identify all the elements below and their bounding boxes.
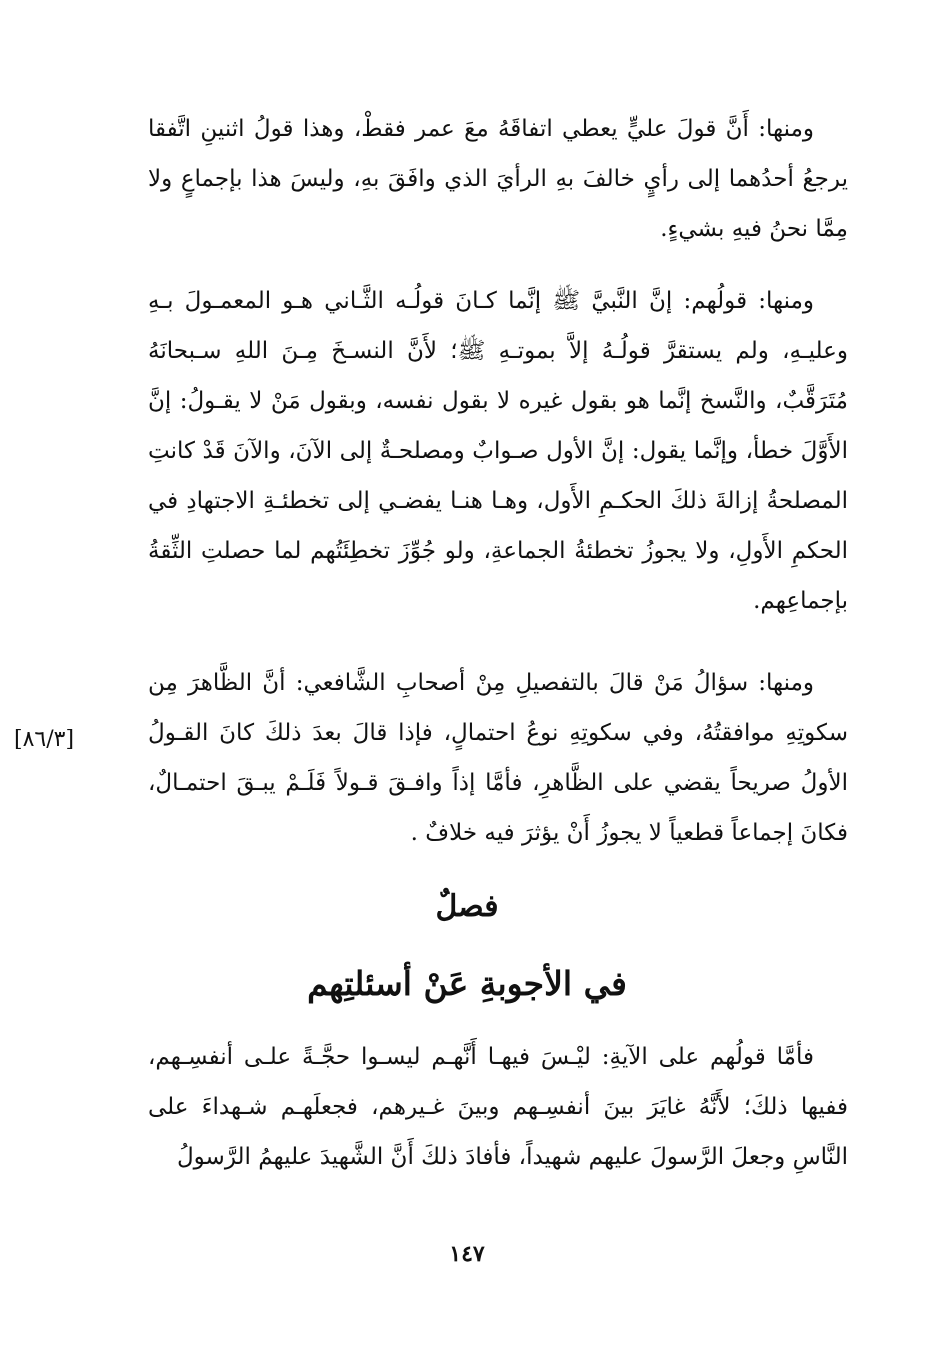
margin-reference: [٨٦/٣]	[14, 727, 75, 752]
paragraph-2-block	[148, 276, 848, 626]
paragraph-4-block	[148, 1032, 848, 1182]
section-title: في الأجوبةِ عَنْ أسئلتِهم	[307, 964, 627, 1003]
paragraph-4: فأمَّا قولُهم على الآيةِ: ليْـسَ فيهـا أَنَّهـم ليسـوا حجَّـةً علـى أنفسِـهم، ففيها ذلكَ؛ لأَنَّهُ غايَرَ بينَ أنفسِـهم وبينَ غـيرهم، فجعلَهـم شـهداءَ على النَّاسِ وجعلَ الرَّسولَ عليهم شهيداً، فأفادَ ذلكَ أَنَّ الشَّهيدَ عليهمُ الرَّسولُ	[148, 1044, 848, 1170]
page-number: ١٤٧	[449, 1241, 485, 1267]
paragraph-3: ومنها: سؤالُ مَنْ قالَ بالتفصيلِ مِنْ أصحابِ الشَّافعي: أنَّ الظَّاهرَ مِن سكوتِهِ موافقتُهُ، وفي سكوتِهِ نوعُ احتمالٍ، فإذا قالَ بعدَ ذلكَ كانَ القـولُ الأولُ صريحاً يقضي على الظَّاهرِ، فأمَّا إذاً وافـقَ قـولاً فَلَـمْ يبـقَ احتمـالٌ، فكانَ إجماعاً قطعياً لا يجوزُ أَنْ يؤثرَ فيه خلافٌ .	[148, 670, 848, 846]
section-heading: فصلٌ	[435, 889, 499, 924]
paragraph-1: ومنها: أَنَّ قولَ عليٍّ يعطي اتفاقَهُ معَ عمر فقطْ، وهذا قولُ اثنينِ اتَّفقا يرجعُ أحدُهما إلى رأيٍ خالفَ بهِ الرأيَ الذي وافَقَ بهِ، وليسَ هذا بإجماعٍ ولا مِمَّا نحنُ فيهِ بشيءٍ.	[148, 116, 848, 242]
paragraph-2: ومنها: قولُهم: إنَّ النَّبيَّ ﷺ إنَّما كـانَ قولُـه الثَّـاني هـو المعمـولَ بـهِ وعليـهِ، ولم يستقرَّ قولُـهُ إلاَّ بموتـهِ ﷺ؛ لأَنَّ النسـخَ مِـنَ اللهِ سـبحانَهُ مُتَرَقَّبٌ، والنَّسخ إنَّما هو بقول غيره لا بقول نفسه، وبقول مَنْ لا يقـولُ: إنَّ الأَوَّلَ خطأ، وإنَّما يقول: إنَّ الأول صـوابٌ ومصلحـةٌ إلى الآنَ، والآنَ قَدْ كانتِ المصلحةُ إزالةَ ذلكَ الحكـمِ الأَول، وهـا هنـا يفضـي إلى تخطئـةِ الاجتهادِ في الحكمِ الأَولِ، ولا يجوزُ تخطئةُ الجماعةِ، ولو جُوِّزَ تخطِئَتُهم لما حصلتِ الثِّقةُ بإجماعِهم.	[148, 288, 848, 614]
paragraph-1-block	[148, 104, 848, 254]
paragraph-3-block	[148, 658, 848, 858]
